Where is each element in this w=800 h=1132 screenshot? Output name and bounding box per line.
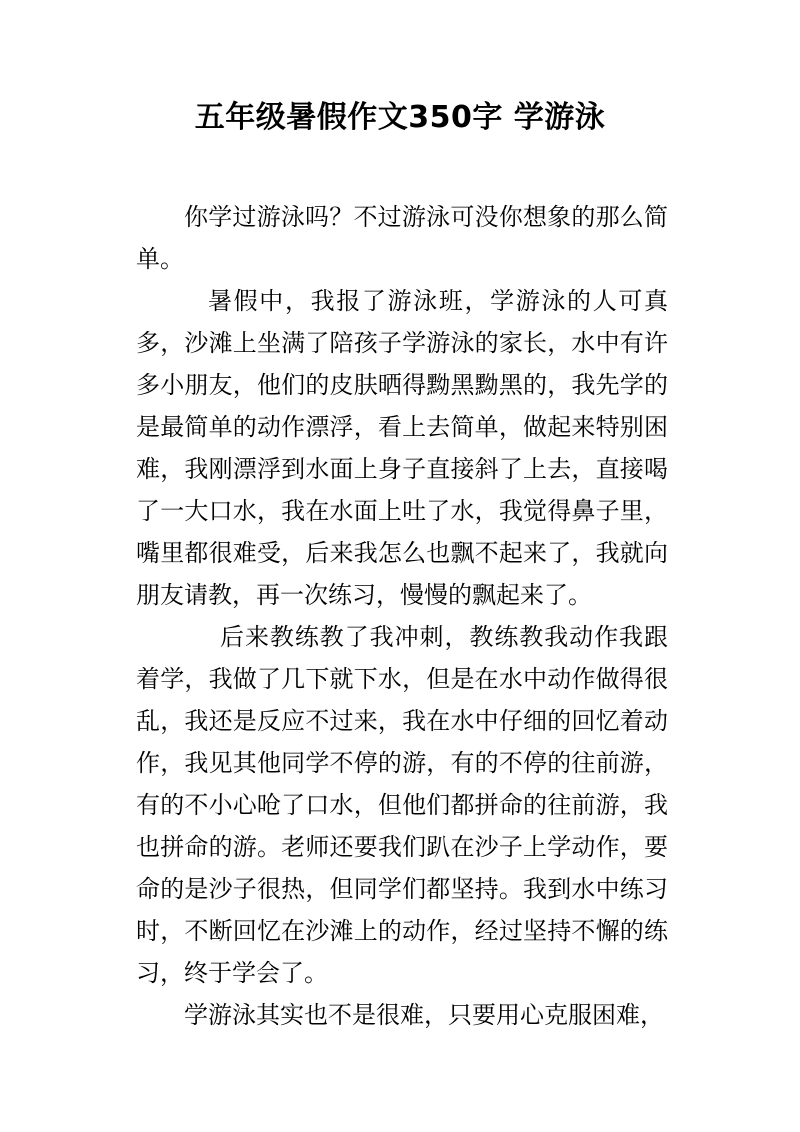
paragraph-intro: 你学过游泳吗？不过游泳可没你想象的那么简单。 xyxy=(136,203,668,273)
paragraph-floating: 暑假中，我报了游泳班，学游泳的人可真多，沙滩上坐满了陪孩子学游泳的家长，水中有许多小朋友，他们的皮肤晒得黝黑黝黑的，我先学的是最简单的动作漂浮，看上去简单，做起来特别困难，我刚漂浮到水面上身子直接斜了上去，直接喝了一大口水，我在水面上吐了水，我觉得鼻子里，嘴里都很难受，后来我怎么也飘不起来了，我就向朋友请教，再一次练习，慢慢的飘起来了。 xyxy=(136,287,668,609)
document-title: 五年级暑假作文350字 学游泳 xyxy=(194,100,606,135)
paragraph-sprint: 后来教练教了我冲刺，教练教我动作我跟着学，我做了几下就下水，但是在水中动作做得很乱，我还是反应不过来，我在水中仔细的回忆着动作，我见其他同学不停的游，有的不停的往前游，有的不小心呛了口水，但他们都拼命的往前游，我也拼命的游。老师还要我们趴在沙子上学动作，要命的是沙子很热，但同学们都坚持。我到水中练习时，不断回忆在沙滩上的动作，经过坚持不懈的练习，终于学会了。 xyxy=(136,623,668,987)
paragraph-conclusion: 学游泳其实也不是很难，只要用心克服困难， xyxy=(184,1001,664,1029)
document-body xyxy=(136,196,668,1036)
